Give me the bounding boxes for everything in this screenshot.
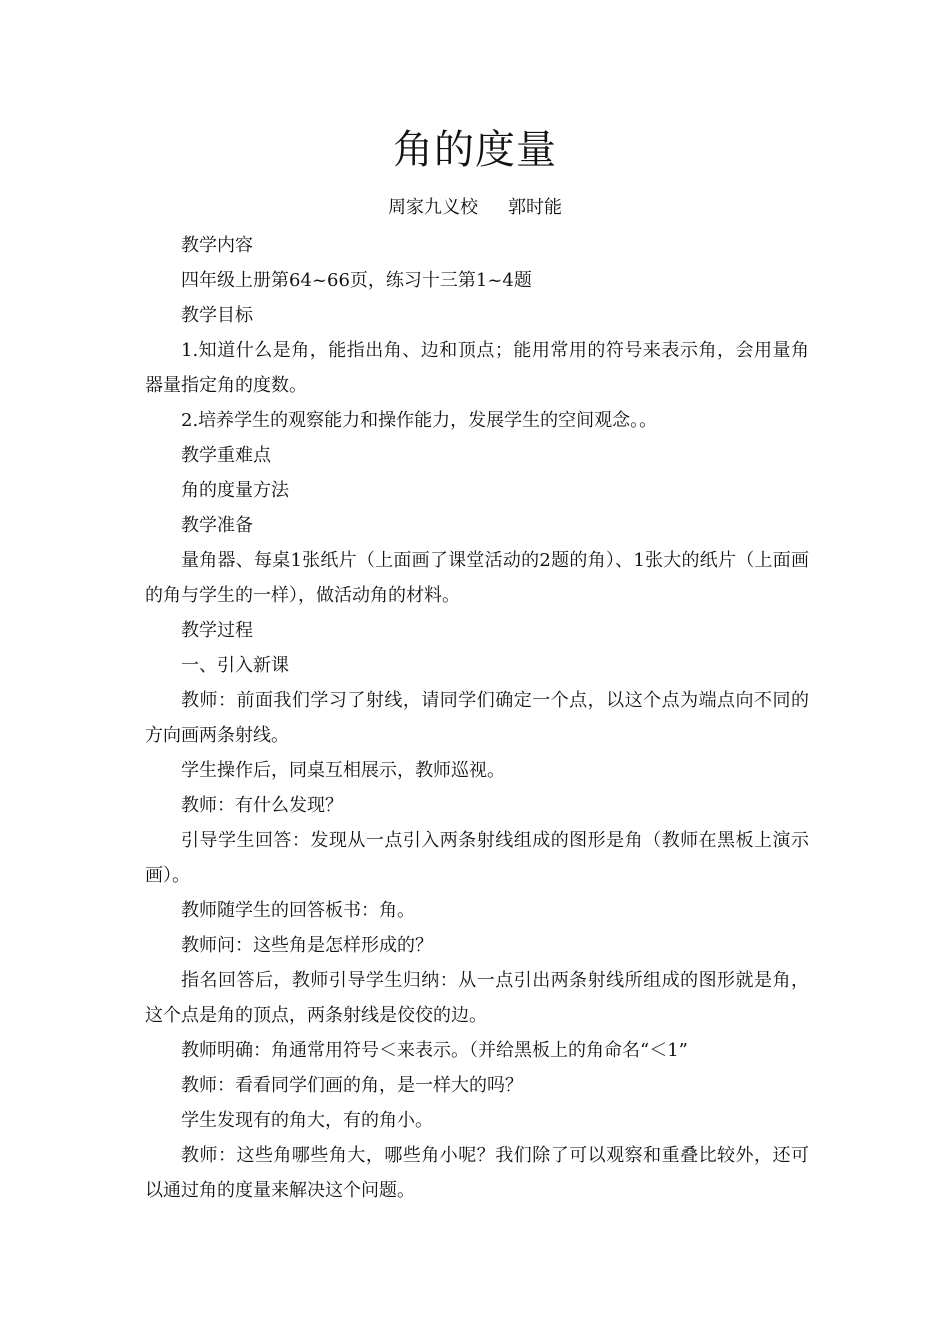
paragraph: 教师：看看同学们画的角，是一样大的吗？ — [181, 1075, 523, 1096]
paragraph: 角的度量方法 — [181, 480, 289, 501]
heading-process: 教学过程 — [181, 620, 253, 641]
byline — [0, 195, 950, 221]
heading-content: 教学内容 — [181, 235, 253, 256]
paragraph: 量角器、每桌1张纸片（上面画了课堂活动的2题的角）、1张大的纸片（上面画的角与学生的一样），做活动角的材料。 — [145, 550, 809, 606]
paragraph: 四年级上册第64~66页，练习十三第1~4题 — [181, 270, 532, 291]
document-title: 角的度量 — [393, 127, 557, 173]
paragraph: 2.培养学生的观察能力和操作能力，发展学生的空间观念。。 — [181, 410, 658, 431]
paragraph: 指名回答后，教师引导学生归纳：从一点引出两条射线所组成的图形就是角，这个点是角的顶点，两条射线是佼佼的边。 — [145, 970, 809, 1026]
document-body — [145, 228, 809, 1208]
heading-objectives: 教学目标 — [181, 305, 253, 326]
paragraph: 教师明确：角通常用符号＜来表示。（并给黑板上的角命名“＜1” — [181, 1040, 688, 1061]
author-name: 郭时能 — [508, 197, 562, 218]
paragraph: 教师：这些角哪些角大，哪些角小呢？我们除了可以观察和重叠比较外，还可以通过角的度量来解决这个问题。 — [145, 1145, 809, 1201]
paragraph: 教师：有什么发现？ — [181, 795, 343, 816]
paragraph: 1.知道什么是角，能指出角、边和顶点；能用常用的符号来表示角，会用量角器量指定角的度数。 — [145, 340, 809, 396]
heading-preparation: 教学准备 — [181, 515, 253, 536]
paragraph: 学生操作后，同桌互相展示，教师巡视。 — [181, 760, 505, 781]
paragraph: 引导学生回答：发现从一点引入两条射线组成的图形是角（教师在黑板上演示画）。 — [145, 830, 809, 886]
paragraph: 学生发现有的角大，有的角小。 — [181, 1110, 433, 1131]
school-name: 周家九义校 — [388, 197, 478, 218]
paragraph: 教师随学生的回答板书：角。 — [181, 900, 415, 921]
paragraph: 教师：前面我们学习了射线，请同学们确定一个点，以这个点为端点向不同的方向画两条射线。 — [145, 690, 809, 746]
heading-key-points: 教学重难点 — [181, 445, 271, 466]
paragraph: 教师问：这些角是怎样形成的？ — [181, 935, 433, 956]
section-heading: 一、引入新课 — [181, 655, 289, 676]
